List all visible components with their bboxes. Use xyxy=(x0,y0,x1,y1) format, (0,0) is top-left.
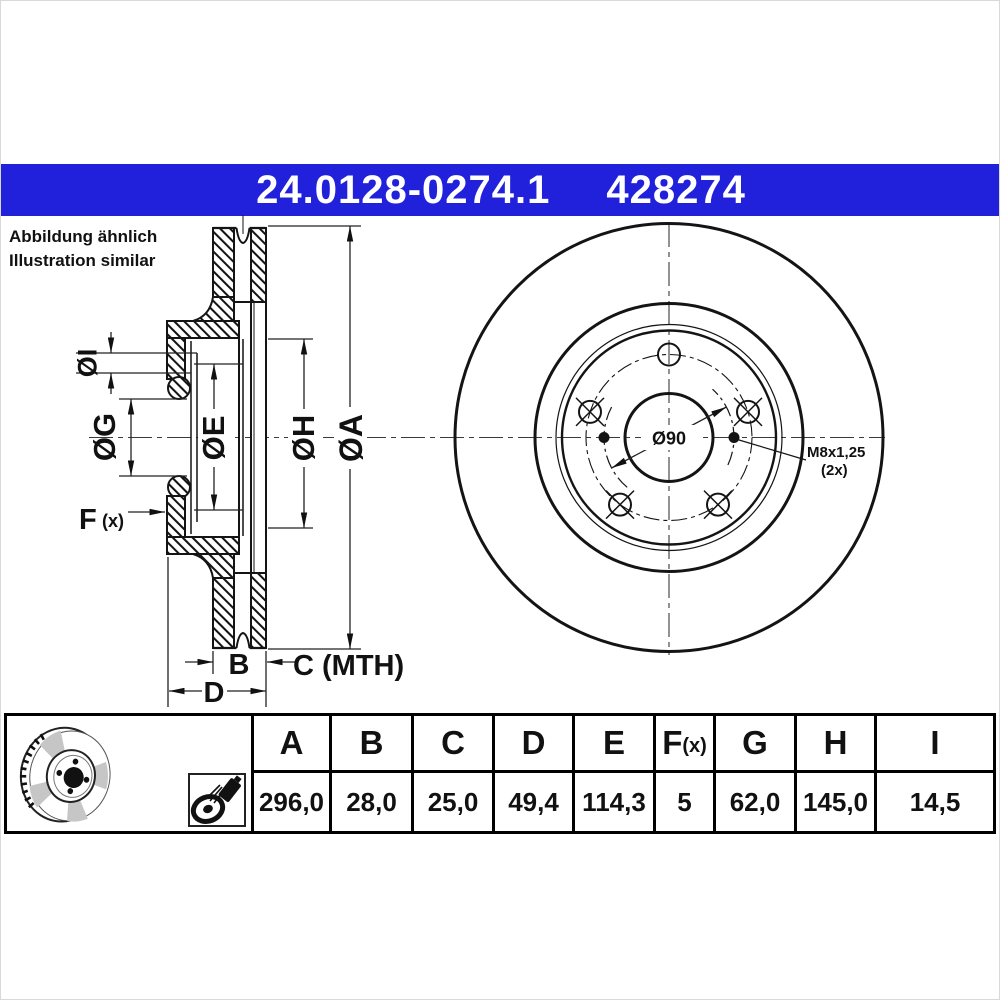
column-header: C xyxy=(414,716,492,773)
dim-label-b: B xyxy=(228,649,250,681)
column-header: B xyxy=(332,716,411,773)
dim-label-h: ØH xyxy=(285,414,321,462)
column-value: 114,3 xyxy=(582,786,646,817)
column-value: 296,0 xyxy=(258,786,325,817)
column-header: D xyxy=(495,716,572,773)
column-value: 28,0 xyxy=(346,786,397,817)
dim-label-i: ØI xyxy=(72,348,103,378)
column-header: F (x) xyxy=(656,716,713,773)
reference-number: 428274 xyxy=(606,168,746,212)
dim-label-d: D xyxy=(203,677,225,709)
table-column-i xyxy=(874,716,993,831)
thread-count-label: (2x) xyxy=(821,462,848,479)
column-value: 145,0 xyxy=(802,786,869,817)
table-column-c xyxy=(411,716,492,831)
technical-drawing xyxy=(1,1,1000,1000)
table-column-h xyxy=(794,716,874,831)
column-header: A xyxy=(254,716,329,773)
column-header: H xyxy=(797,716,874,773)
table-column-d xyxy=(492,716,572,831)
brake-disc-photo xyxy=(15,722,115,828)
dim-label-f-suffix: (x) xyxy=(102,511,124,531)
dim-label-e: ØE xyxy=(195,415,231,461)
dim-label-c: C (MTH) xyxy=(293,650,405,682)
table-column-f xyxy=(653,716,713,831)
column-value: 62,0 xyxy=(729,786,781,817)
dim-label-g: ØG xyxy=(86,412,122,462)
column-header: G xyxy=(716,716,794,773)
dim-label-a: ØA xyxy=(333,414,370,462)
spray-lubricant-icon xyxy=(188,773,246,827)
column-value: 14,5 xyxy=(909,786,961,817)
column-value: 5 xyxy=(677,786,692,817)
dimension-table xyxy=(4,713,996,834)
front-view-labels xyxy=(652,429,865,480)
column-value: 49,4 xyxy=(508,786,559,817)
part-number: 24.0128-0274.1 xyxy=(256,168,551,212)
column-value: 25,0 xyxy=(427,786,479,817)
table-column-g xyxy=(713,716,794,831)
table-column-a xyxy=(251,716,329,831)
note-line-de: Abbildung ähnlich xyxy=(9,227,158,246)
dim-label-f: F xyxy=(79,504,97,536)
table-column-b xyxy=(329,716,411,831)
thread-spec-label: M8x1,25 xyxy=(807,444,866,461)
table-image-cell xyxy=(7,716,251,831)
table-column-e xyxy=(572,716,653,831)
center-bore-label: Ø90 xyxy=(651,428,687,449)
column-header: E xyxy=(575,716,653,773)
note-line-en: Illustration similar xyxy=(9,251,156,270)
column-header: I xyxy=(877,716,993,773)
